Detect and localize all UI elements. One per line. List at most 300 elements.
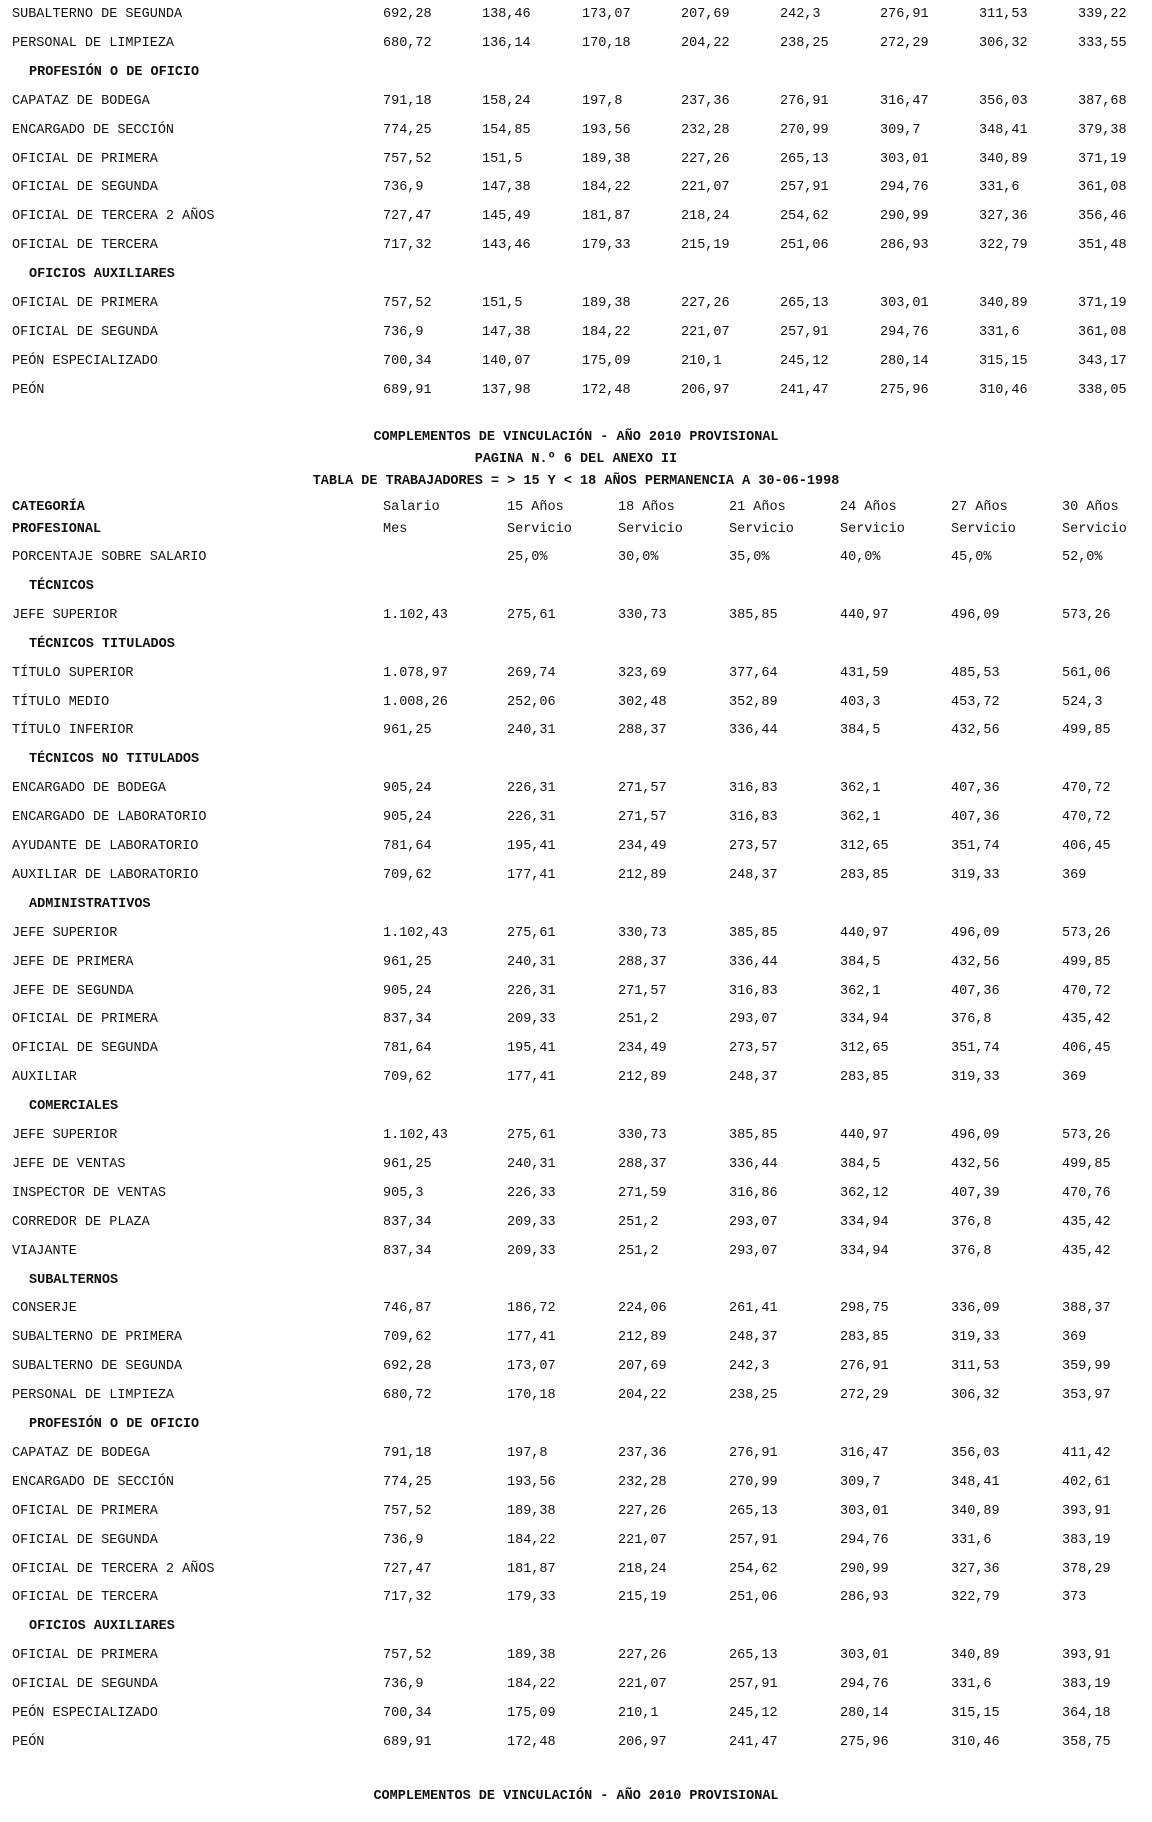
value-cell: 316,47 bbox=[840, 1445, 889, 1461]
category-label: SUBALTERNO DE SEGUNDA bbox=[12, 1359, 183, 1375]
value-cell: 376,8 bbox=[951, 1012, 992, 1028]
column-header: 27 Años bbox=[951, 500, 1008, 515]
value-cell: 273,57 bbox=[729, 839, 778, 854]
value-cell: 170,18 bbox=[507, 1388, 556, 1404]
value-cell: 227,26 bbox=[681, 151, 730, 167]
value-cell: 496,09 bbox=[951, 925, 1000, 941]
category-label: OFICIAL DE PRIMERA bbox=[12, 1503, 158, 1519]
category-label: OFICIAL DE TERCERA bbox=[12, 238, 158, 254]
table-row bbox=[0, 1066, 1152, 1090]
section-label: TÉCNICOS NO TITULADOS bbox=[29, 752, 200, 768]
category-label: OFICIAL DE TERCERA bbox=[12, 1590, 158, 1606]
value-cell: 774,25 bbox=[383, 1474, 432, 1490]
value-cell: 175,09 bbox=[507, 1706, 556, 1721]
value-cell: 212,89 bbox=[618, 867, 667, 883]
value-cell: 210,1 bbox=[681, 353, 722, 369]
value-cell: 680,72 bbox=[383, 35, 432, 51]
value-cell: 319,33 bbox=[951, 1070, 1000, 1086]
value-cell: 406,45 bbox=[1062, 839, 1111, 854]
category-label: OFICIAL DE SEGUNDA bbox=[12, 1677, 158, 1693]
value-cell: 147,38 bbox=[482, 324, 531, 340]
value-cell: 145,49 bbox=[482, 209, 531, 225]
category-label: PEÓN bbox=[12, 382, 45, 398]
category-label: PERSONAL DE LIMPIEZA bbox=[12, 1388, 175, 1404]
value-cell: 271,59 bbox=[618, 1185, 667, 1201]
table-row bbox=[0, 980, 1152, 1004]
value-cell: 270,99 bbox=[729, 1474, 778, 1490]
category-label: CAPATAZ DE BODEGA bbox=[12, 93, 150, 109]
value-cell: 362,1 bbox=[840, 983, 881, 999]
value-cell: 218,24 bbox=[618, 1561, 667, 1577]
value-cell: 905,24 bbox=[383, 983, 432, 999]
value-cell: 207,69 bbox=[681, 7, 730, 22]
section-heading bbox=[0, 263, 1152, 287]
value-cell: 306,32 bbox=[979, 35, 1028, 51]
value-cell: 195,41 bbox=[507, 1041, 556, 1057]
value-cell: 138,46 bbox=[482, 7, 531, 22]
value-cell: 496,09 bbox=[951, 1128, 1000, 1143]
value-cell: 440,97 bbox=[840, 925, 889, 941]
table-row bbox=[0, 1673, 1152, 1697]
value-cell: 251,06 bbox=[729, 1590, 778, 1606]
value-cell: 692,28 bbox=[383, 7, 432, 22]
value-cell: 189,38 bbox=[582, 296, 631, 311]
value-cell: 351,48 bbox=[1078, 238, 1127, 254]
value-cell: 319,33 bbox=[951, 1330, 1000, 1346]
value-cell: 781,64 bbox=[383, 1041, 432, 1057]
value-cell: 184,22 bbox=[507, 1677, 556, 1693]
value-cell: 406,45 bbox=[1062, 1041, 1111, 1057]
value-cell: 316,47 bbox=[880, 93, 929, 109]
value-cell: 561,06 bbox=[1062, 665, 1111, 681]
column-header: PROFESIONAL bbox=[12, 522, 102, 537]
value-cell: 241,47 bbox=[780, 382, 829, 398]
table-row bbox=[0, 1558, 1152, 1582]
value-cell: 736,9 bbox=[383, 324, 424, 340]
value-cell: 333,55 bbox=[1078, 35, 1127, 51]
value-cell: 757,52 bbox=[383, 296, 432, 311]
value-cell: 432,56 bbox=[951, 954, 1000, 970]
value-cell: 204,22 bbox=[681, 35, 730, 51]
category-label: TÍTULO MEDIO bbox=[12, 694, 110, 710]
value-cell: 440,97 bbox=[840, 607, 889, 623]
category-label: OFICIAL DE SEGUNDA bbox=[12, 1532, 158, 1548]
value-cell: 280,14 bbox=[880, 353, 929, 369]
value-cell: 265,13 bbox=[729, 1648, 778, 1664]
category-label: PEÓN ESPECIALIZADO bbox=[12, 353, 158, 369]
value-cell: 227,26 bbox=[618, 1648, 667, 1664]
value-cell: 330,73 bbox=[618, 1128, 667, 1143]
value-cell: 692,28 bbox=[383, 1359, 432, 1375]
value-cell: 331,6 bbox=[951, 1532, 992, 1548]
value-cell: 432,56 bbox=[951, 723, 1000, 739]
column-header: 21 Años bbox=[729, 500, 786, 515]
value-cell: 727,47 bbox=[383, 209, 432, 225]
value-cell: 312,65 bbox=[840, 839, 889, 854]
value-cell: 315,15 bbox=[951, 1706, 1000, 1721]
category-label: SUBALTERNO DE SEGUNDA bbox=[12, 7, 183, 22]
value-cell: 275,61 bbox=[507, 925, 556, 941]
header-row bbox=[0, 496, 1152, 520]
value-cell: 212,89 bbox=[618, 1070, 667, 1086]
value-cell: 181,87 bbox=[507, 1561, 556, 1577]
value-cell: 1.102,43 bbox=[383, 607, 448, 623]
value-cell: 336,44 bbox=[729, 1156, 778, 1172]
value-cell: 270,99 bbox=[780, 122, 829, 138]
table-row bbox=[0, 1731, 1152, 1755]
category-label: JEFE DE PRIMERA bbox=[12, 954, 134, 970]
category-label: AUXILIAR bbox=[12, 1070, 77, 1086]
value-cell: 181,87 bbox=[582, 209, 631, 225]
table-subtitle: TABLA DE TRABAJADORES = > 15 Y < 18 AÑOS PERMANENCIA A 30-06-1998 bbox=[312, 474, 840, 489]
value-cell: 376,8 bbox=[951, 1243, 992, 1259]
value-cell: 499,85 bbox=[1062, 1156, 1111, 1172]
value-cell: 388,37 bbox=[1062, 1301, 1111, 1317]
value-cell: 212,89 bbox=[618, 1330, 667, 1346]
table-row bbox=[0, 1500, 1152, 1524]
value-cell: 369 bbox=[1062, 1070, 1087, 1086]
value-cell: 140,07 bbox=[482, 353, 531, 369]
column-header: 15 Años bbox=[507, 500, 564, 515]
value-cell: 371,19 bbox=[1078, 151, 1127, 167]
value-cell: 717,32 bbox=[383, 238, 432, 254]
value-cell: 309,7 bbox=[840, 1474, 881, 1490]
value-cell: 351,74 bbox=[951, 839, 1000, 854]
value-cell: 315,15 bbox=[979, 353, 1028, 369]
value-cell: 195,41 bbox=[507, 839, 556, 854]
section-label: OFICIOS AUXILIARES bbox=[29, 1619, 175, 1635]
value-cell: 499,85 bbox=[1062, 723, 1111, 739]
value-cell: 193,56 bbox=[507, 1474, 556, 1490]
section-label: TÉCNICOS bbox=[29, 578, 94, 594]
category-label: OFICIAL DE PRIMERA bbox=[12, 151, 158, 167]
column-header: Servicio bbox=[1062, 522, 1127, 537]
category-label: AUXILIAR DE LABORATORIO bbox=[12, 867, 199, 883]
category-label: JEFE DE SEGUNDA bbox=[12, 983, 134, 999]
value-cell: 151,5 bbox=[482, 151, 523, 167]
value-cell: 237,36 bbox=[618, 1445, 667, 1461]
table-row bbox=[0, 292, 1152, 316]
value-cell: 334,94 bbox=[840, 1214, 889, 1230]
value-cell: 189,38 bbox=[582, 151, 631, 167]
value-cell: 432,56 bbox=[951, 1156, 1000, 1172]
value-cell: 340,89 bbox=[979, 296, 1028, 311]
value-cell: 316,83 bbox=[729, 810, 778, 826]
value-cell: 781,64 bbox=[383, 839, 432, 854]
category-label: CONSERJE bbox=[12, 1301, 77, 1317]
value-cell: 385,85 bbox=[729, 607, 778, 623]
category-label: CORREDOR DE PLAZA bbox=[12, 1214, 150, 1230]
value-cell: 286,93 bbox=[880, 238, 929, 254]
value-cell: 496,09 bbox=[951, 607, 1000, 623]
value-cell: 251,2 bbox=[618, 1243, 659, 1259]
value-cell: 242,3 bbox=[780, 7, 821, 22]
value-cell: 224,06 bbox=[618, 1301, 667, 1317]
value-cell: 272,29 bbox=[840, 1388, 889, 1404]
category-label: ENCARGADO DE SECCIÓN bbox=[12, 1474, 175, 1490]
value-cell: 961,25 bbox=[383, 1156, 432, 1172]
value-cell: 209,33 bbox=[507, 1214, 556, 1230]
value-cell: 905,24 bbox=[383, 781, 432, 797]
value-cell: 35,0% bbox=[729, 550, 770, 565]
column-header: Servicio bbox=[507, 522, 572, 537]
value-cell: 173,07 bbox=[582, 7, 631, 22]
section-heading bbox=[0, 61, 1152, 85]
category-label: AYUDANTE DE LABORATORIO bbox=[12, 839, 199, 854]
value-cell: 303,01 bbox=[840, 1503, 889, 1519]
value-cell: 173,07 bbox=[507, 1359, 556, 1375]
value-cell: 293,07 bbox=[729, 1012, 778, 1028]
value-cell: 709,62 bbox=[383, 1070, 432, 1086]
value-cell: 373 bbox=[1062, 1590, 1087, 1606]
value-cell: 293,07 bbox=[729, 1243, 778, 1259]
category-label: JEFE SUPERIOR bbox=[12, 1128, 118, 1143]
value-cell: 402,61 bbox=[1062, 1474, 1111, 1490]
value-cell: 440,97 bbox=[840, 1128, 889, 1143]
value-cell: 226,33 bbox=[507, 1185, 556, 1201]
column-header: Salario bbox=[383, 500, 440, 515]
table-row bbox=[0, 379, 1152, 403]
value-cell: 234,49 bbox=[618, 839, 667, 854]
value-cell: 179,33 bbox=[582, 238, 631, 254]
value-cell: 791,18 bbox=[383, 1445, 432, 1461]
table-row bbox=[0, 719, 1152, 743]
value-cell: 361,08 bbox=[1078, 180, 1127, 196]
value-cell: 407,36 bbox=[951, 781, 1000, 797]
table-row bbox=[0, 205, 1152, 229]
value-cell: 791,18 bbox=[383, 93, 432, 109]
value-cell: 689,91 bbox=[383, 1734, 432, 1750]
value-cell: 383,19 bbox=[1062, 1532, 1111, 1548]
value-cell: 351,74 bbox=[951, 1041, 1000, 1057]
value-cell: 837,34 bbox=[383, 1012, 432, 1028]
value-cell: 709,62 bbox=[383, 867, 432, 883]
value-cell: 184,22 bbox=[582, 324, 631, 340]
section-label: PROFESIÓN O DE OFICIO bbox=[29, 64, 200, 80]
section-heading bbox=[0, 575, 1152, 599]
value-cell: 276,91 bbox=[840, 1359, 889, 1375]
value-cell: 283,85 bbox=[840, 1330, 889, 1346]
value-cell: 348,41 bbox=[979, 122, 1028, 138]
value-cell: 312,65 bbox=[840, 1041, 889, 1057]
value-cell: 283,85 bbox=[840, 1070, 889, 1086]
value-cell: 306,32 bbox=[951, 1388, 1000, 1404]
value-cell: 276,91 bbox=[729, 1445, 778, 1461]
value-cell: 310,46 bbox=[979, 382, 1028, 398]
category-label: OFICIAL DE PRIMERA bbox=[12, 296, 158, 311]
table-row bbox=[0, 1529, 1152, 1553]
value-cell: 193,56 bbox=[582, 122, 631, 138]
table-row bbox=[0, 1586, 1152, 1610]
table-row bbox=[0, 951, 1152, 975]
value-cell: 470,72 bbox=[1062, 810, 1111, 826]
value-cell: 275,96 bbox=[840, 1734, 889, 1750]
value-cell: 273,57 bbox=[729, 1041, 778, 1057]
value-cell: 265,13 bbox=[729, 1503, 778, 1519]
value-cell: 453,72 bbox=[951, 694, 1000, 710]
value-cell: 283,85 bbox=[840, 867, 889, 883]
value-cell: 177,41 bbox=[507, 867, 556, 883]
value-cell: 286,93 bbox=[840, 1590, 889, 1606]
value-cell: 369 bbox=[1062, 1330, 1087, 1346]
value-cell: 206,97 bbox=[618, 1734, 667, 1750]
category-label: JEFE SUPERIOR bbox=[12, 925, 118, 941]
value-cell: 232,28 bbox=[681, 122, 730, 138]
value-cell: 435,42 bbox=[1062, 1243, 1111, 1259]
value-cell: 407,36 bbox=[951, 983, 1000, 999]
next-table-title: COMPLEMENTOS DE VINCULACIÓN - AÑO 2010 PROVISIONAL bbox=[373, 1789, 779, 1804]
value-cell: 774,25 bbox=[383, 122, 432, 138]
value-cell: 257,91 bbox=[780, 324, 829, 340]
value-cell: 248,37 bbox=[729, 867, 778, 883]
table-row bbox=[0, 1153, 1152, 1177]
section-heading bbox=[0, 748, 1152, 772]
section-heading bbox=[0, 1095, 1152, 1119]
value-cell: 407,39 bbox=[951, 1185, 1000, 1201]
table-row bbox=[0, 1442, 1152, 1466]
column-header: 18 Años bbox=[618, 500, 675, 515]
value-cell: 316,83 bbox=[729, 781, 778, 797]
value-cell: 359,99 bbox=[1062, 1359, 1111, 1375]
value-cell: 221,07 bbox=[618, 1677, 667, 1693]
table-row bbox=[0, 835, 1152, 859]
value-cell: 340,89 bbox=[951, 1648, 1000, 1664]
category-label: CAPATAZ DE BODEGA bbox=[12, 1445, 150, 1461]
table-row bbox=[0, 32, 1152, 56]
value-cell: 340,89 bbox=[979, 151, 1028, 167]
value-cell: 147,38 bbox=[482, 180, 531, 196]
value-cell: 221,07 bbox=[618, 1532, 667, 1548]
table-row bbox=[0, 1182, 1152, 1206]
value-cell: 280,14 bbox=[840, 1706, 889, 1721]
value-cell: 257,91 bbox=[729, 1532, 778, 1548]
value-cell: 961,25 bbox=[383, 723, 432, 739]
value-cell: 227,26 bbox=[618, 1503, 667, 1519]
table-row bbox=[0, 1471, 1152, 1495]
value-cell: 330,73 bbox=[618, 925, 667, 941]
value-cell: 265,13 bbox=[780, 296, 829, 311]
section-heading bbox=[0, 1269, 1152, 1293]
value-cell: 298,75 bbox=[840, 1301, 889, 1317]
category-label: PORCENTAJE SOBRE SALARIO bbox=[12, 550, 207, 565]
table-row bbox=[0, 90, 1152, 114]
value-cell: 435,42 bbox=[1062, 1214, 1111, 1230]
value-cell: 961,25 bbox=[383, 954, 432, 970]
value-cell: 348,41 bbox=[951, 1474, 1000, 1490]
value-cell: 189,38 bbox=[507, 1503, 556, 1519]
value-cell: 331,6 bbox=[979, 324, 1020, 340]
value-cell: 384,5 bbox=[840, 1156, 881, 1172]
category-label: TÍTULO INFERIOR bbox=[12, 723, 134, 739]
value-cell: 362,12 bbox=[840, 1185, 889, 1201]
value-cell: 364,18 bbox=[1062, 1706, 1111, 1721]
category-label: PEÓN ESPECIALIZADO bbox=[12, 1706, 158, 1721]
section-heading bbox=[0, 893, 1152, 917]
value-cell: 154,85 bbox=[482, 122, 531, 138]
table-row bbox=[0, 321, 1152, 345]
value-cell: 736,9 bbox=[383, 1677, 424, 1693]
table-row bbox=[0, 864, 1152, 888]
value-cell: 241,47 bbox=[729, 1734, 778, 1750]
category-label: OFICIAL DE SEGUNDA bbox=[12, 180, 158, 196]
value-cell: 265,13 bbox=[780, 151, 829, 167]
value-cell: 251,2 bbox=[618, 1012, 659, 1028]
value-cell: 215,19 bbox=[618, 1590, 667, 1606]
value-cell: 186,72 bbox=[507, 1301, 556, 1317]
value-cell: 334,94 bbox=[840, 1243, 889, 1259]
column-header: 30 Años bbox=[1062, 500, 1119, 515]
value-cell: 485,53 bbox=[951, 665, 1000, 681]
value-cell: 226,31 bbox=[507, 810, 556, 826]
category-label: OFICIAL DE TERCERA 2 AÑOS bbox=[12, 209, 215, 225]
value-cell: 136,14 bbox=[482, 35, 531, 51]
section-heading bbox=[0, 633, 1152, 657]
value-cell: 383,19 bbox=[1062, 1677, 1111, 1693]
value-cell: 327,36 bbox=[951, 1561, 1000, 1577]
value-cell: 379,38 bbox=[1078, 122, 1127, 138]
value-cell: 431,59 bbox=[840, 665, 889, 681]
value-cell: 322,79 bbox=[979, 238, 1028, 254]
value-cell: 736,9 bbox=[383, 180, 424, 196]
value-cell: 837,34 bbox=[383, 1214, 432, 1230]
value-cell: 356,03 bbox=[979, 93, 1028, 109]
value-cell: 251,06 bbox=[780, 238, 829, 254]
value-cell: 276,91 bbox=[880, 7, 929, 22]
table-row bbox=[0, 1702, 1152, 1726]
value-cell: 303,01 bbox=[880, 296, 929, 311]
category-label: OFICIAL DE TERCERA 2 AÑOS bbox=[12, 1561, 215, 1577]
value-cell: 303,01 bbox=[840, 1648, 889, 1664]
value-cell: 331,6 bbox=[951, 1677, 992, 1693]
value-cell: 184,22 bbox=[582, 180, 631, 196]
value-cell: 177,41 bbox=[507, 1070, 556, 1086]
table-row bbox=[0, 1008, 1152, 1032]
value-cell: 240,31 bbox=[507, 954, 556, 970]
value-cell: 221,07 bbox=[681, 324, 730, 340]
section-label: PROFESIÓN O DE OFICIO bbox=[29, 1417, 200, 1432]
value-cell: 356,46 bbox=[1078, 209, 1127, 225]
table-row bbox=[0, 1124, 1152, 1148]
value-cell: 385,85 bbox=[729, 925, 778, 941]
value-cell: 378,29 bbox=[1062, 1561, 1111, 1577]
value-cell: 257,91 bbox=[780, 180, 829, 196]
value-cell: 403,3 bbox=[840, 694, 881, 710]
table-row bbox=[0, 546, 1152, 570]
value-cell: 197,8 bbox=[507, 1445, 548, 1461]
value-cell: 376,8 bbox=[951, 1214, 992, 1230]
table-row bbox=[0, 777, 1152, 801]
value-cell: 727,47 bbox=[383, 1561, 432, 1577]
value-cell: 245,12 bbox=[780, 353, 829, 369]
value-cell: 573,26 bbox=[1062, 925, 1111, 941]
value-cell: 362,1 bbox=[840, 810, 881, 826]
value-cell: 470,72 bbox=[1062, 781, 1111, 797]
value-cell: 221,07 bbox=[681, 180, 730, 196]
value-cell: 30,0% bbox=[618, 550, 659, 565]
value-cell: 252,06 bbox=[507, 694, 556, 710]
value-cell: 435,42 bbox=[1062, 1012, 1111, 1028]
value-cell: 387,68 bbox=[1078, 93, 1127, 109]
value-cell: 385,85 bbox=[729, 1128, 778, 1143]
value-cell: 52,0% bbox=[1062, 550, 1103, 565]
category-label: TÍTULO SUPERIOR bbox=[12, 665, 134, 681]
category-label: JEFE DE VENTAS bbox=[12, 1156, 126, 1172]
header-row bbox=[0, 518, 1152, 542]
value-cell: 736,9 bbox=[383, 1532, 424, 1548]
value-cell: 288,37 bbox=[618, 954, 667, 970]
value-cell: 288,37 bbox=[618, 1156, 667, 1172]
section-label: SUBALTERNOS bbox=[29, 1272, 119, 1288]
